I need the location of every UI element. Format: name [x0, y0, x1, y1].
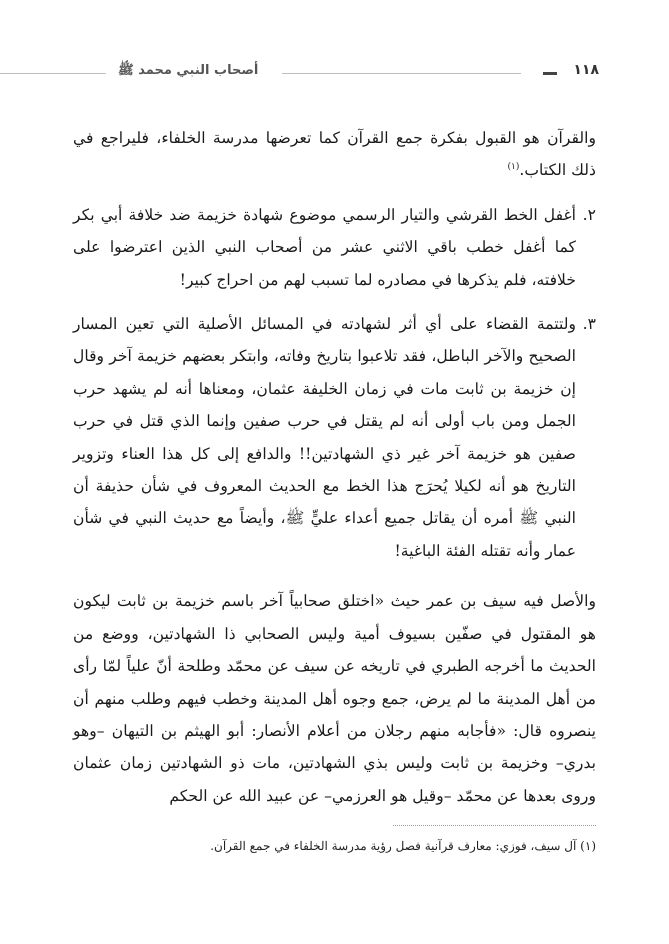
list-item-2: [73, 199, 596, 296]
list-number-3: ٣.: [582, 315, 596, 334]
header-rule-right: [282, 73, 521, 74]
list-text-2: أغفل الخط القرشي والتيار الرسمي موضوع شهادة خزيمة ضد خلافة أبي بكر كما أغفل خطب باقي الاثني عشر من أصحاب النبي الذين اعترضوا على خلافته، فلم يذكرها في مصادره لما تسبب لهم من احراج كبير!: [73, 205, 576, 289]
running-title: أصحاب النبي محمد ﷺ: [118, 63, 259, 78]
list-number-2: ٢.: [582, 205, 596, 224]
closing-paragraph: والأصل فيه سيف بن عمر حيث «اختلق صحابياً آخر باسم خزيمة بن ثابت ليكون هو المقتول في صفّين بسيوف أمية وليس الصحابي ذا الشهادتين، ووضع من الحديث ما أخرجه الطبري في تاريخه عن سيف عن محمّد وطلحة أنّ علياً لمّا رأى من أهل المدينة ما لم يرض، جمع وجوه أهل المدينة وخطب فيهم وطلب منهم أن ينصروه قال: «فأجابه منهم رجلان من أعلام الأنصار: أبو الهيثم بن التيهان –وهو بدري– وخزيمة بن ثابت وليس بذي الشهادتين، مات ذو الشهادتين زمان عثمان وروى بعدها عن محمّد –وقيل هو العرزمي– عن عبيد الله عن الحكم: [73, 592, 596, 805]
footnote-ref: (١): [507, 162, 520, 173]
header-dash: [543, 72, 557, 75]
intro-text: والقرآن هو القبول بفكرة جمع القرآن كما تعرضها مدرسة الخلفاء، فليراجع في ذلك الكتاب.: [73, 129, 596, 180]
footnote-separator: [393, 825, 596, 826]
list-text-3: ولتتمة القضاء على أي أثر لشهادته في المسائل الأصلية التي تعين المسار الصحيح والآخر الباطل، فقد تلاعبوا بتاريخ وفاته، وابتكر بعضهم خزيمة آخر وقال إن خزيمة بن ثابت مات في زمان الخليفة عثمان، ومعناها أنه لم يشهد حرب الجمل ومن باب أولى أنه لم يقتل في حرب صفين وإنما الذي قتل في حرب صفين هو خزيمة آخر غير ذي الشهادتين!! والدافع إلى كل هذا العناء وتزوير التاريخ هو أنه لكيلا يُحرَج هذا الخط مع الحديث المعروف في شأن حذيفة أن النبي ﷺ أمره أن يقاتل جميع أعداء عليٍّ ﷺ، وأيضاً مع حديث النبي في شأن عمار وأنه تقتله الفئة الباغية!: [73, 315, 576, 560]
footnote: (١) آل سيف، فوزي: معارف قرآنية فصل رؤية مدرسة الخلفاء في جمع القرآن.: [210, 839, 596, 853]
body-text: [73, 122, 596, 812]
page-number: ١١٨: [573, 62, 599, 78]
header-rule-left: [0, 73, 106, 74]
intro-paragraph: [73, 122, 596, 187]
list-item-3: [73, 308, 596, 567]
page-header: [0, 62, 669, 86]
